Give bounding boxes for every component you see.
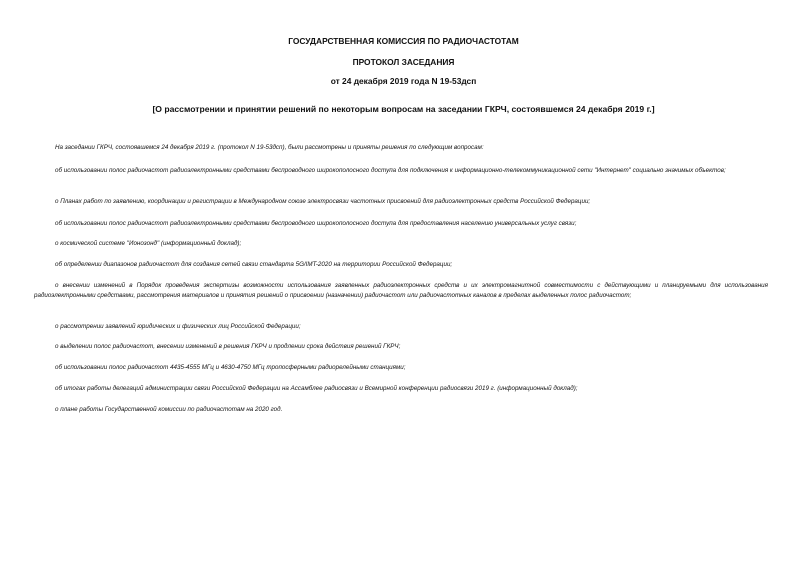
agenda-item — [34, 322, 768, 332]
document-date-number: от 24 декабря 2019 года N 19-53дсп — [330, 76, 477, 86]
intro-text: На заседании ГКРЧ, состоявшемся 24 декабря 2019 г. (протокол N 19-53дсп), были рассмотрены и приняты решения по следующим вопросам: — [55, 144, 484, 151]
agenda-item — [34, 219, 768, 229]
agenda-item-text: о внесении изменений в Порядок проведения экспертизы возможности использования заявленных радиоэлектронных средств и их электромагнитной совместимости с действующими и планируемыми для использования радиоэлектронными средствами, рассмотрения материалов и принятия решений о присвоении (назначении) радиочастот или радиочастотных каналов в пределах выделенных полос радиочастот; — [34, 282, 768, 299]
agenda-item-text: о космической системе "Ионозонд" (информационный доклад); — [55, 240, 242, 247]
agenda-item-text: об определении диапазонов радиочастот для создания сетей связи стандарта 5G/IMT-2020 на территории Российской Федерации; — [55, 261, 453, 268]
agenda-item-text: об итогах работы делегаций администрации связи Российской Федерации на Ассамблее радиосвязи и Всемирной конференции радиосвязи 2019 г. (информационный доклад); — [55, 385, 578, 392]
agenda-item-text: о выделении полос радиочастот, внесении изменений в решения ГКРЧ и продлении срока действия решений ГКРЧ; — [55, 343, 401, 350]
commission-title: ГОСУДАРСТВЕННАЯ КОМИССИЯ ПО РАДИОЧАСТОТАМ — [288, 36, 519, 46]
agenda-item — [34, 197, 768, 207]
agenda-item — [34, 239, 768, 249]
agenda-item — [34, 363, 768, 373]
agenda-item-text: о Планах работ по заявлению, координации и регистрации в Международном союзе электросвязи частотных присвоений для радиоэлектронных средств Российской Федерации; — [55, 198, 591, 205]
document-subject: [О рассмотрении и принятии решений по некоторым вопросам на заседании ГКРЧ, состоявшемся 24 декабря 2019 г.] — [152, 104, 655, 114]
document-type: ПРОТОКОЛ ЗАСЕДАНИЯ — [352, 57, 455, 67]
agenda-item-text: об использовании полос радиочастот радиоэлектронными средствами беспроводного широкополосного доступа для подключения к информационно-телекоммуникационной сети "Интернет" социально значимых объектов; — [55, 167, 726, 174]
agenda-item-text: о плане работы Государственной комиссии по радиочастотам на 2020 год. — [55, 406, 283, 413]
agenda-item-text: об использовании полос радиочастот 4435-4555 МГц и 4630-4750 МГц тропосферными радиорелейными станциями; — [55, 364, 406, 371]
agenda-item — [34, 281, 768, 301]
intro-paragraph — [34, 143, 768, 153]
agenda-item-text: об использовании полос радиочастот радиоэлектронными средствами беспроводного широкополосного доступа для предоставления населению универсальных услуг связи; — [55, 220, 577, 227]
agenda-item — [34, 166, 768, 176]
agenda-item — [34, 384, 768, 394]
agenda-item-text: о рассмотрении заявлений юридических и физических лиц Российской Федерации; — [55, 323, 301, 330]
agenda-item — [34, 342, 768, 352]
agenda-item — [34, 405, 768, 415]
agenda-item — [34, 260, 768, 270]
